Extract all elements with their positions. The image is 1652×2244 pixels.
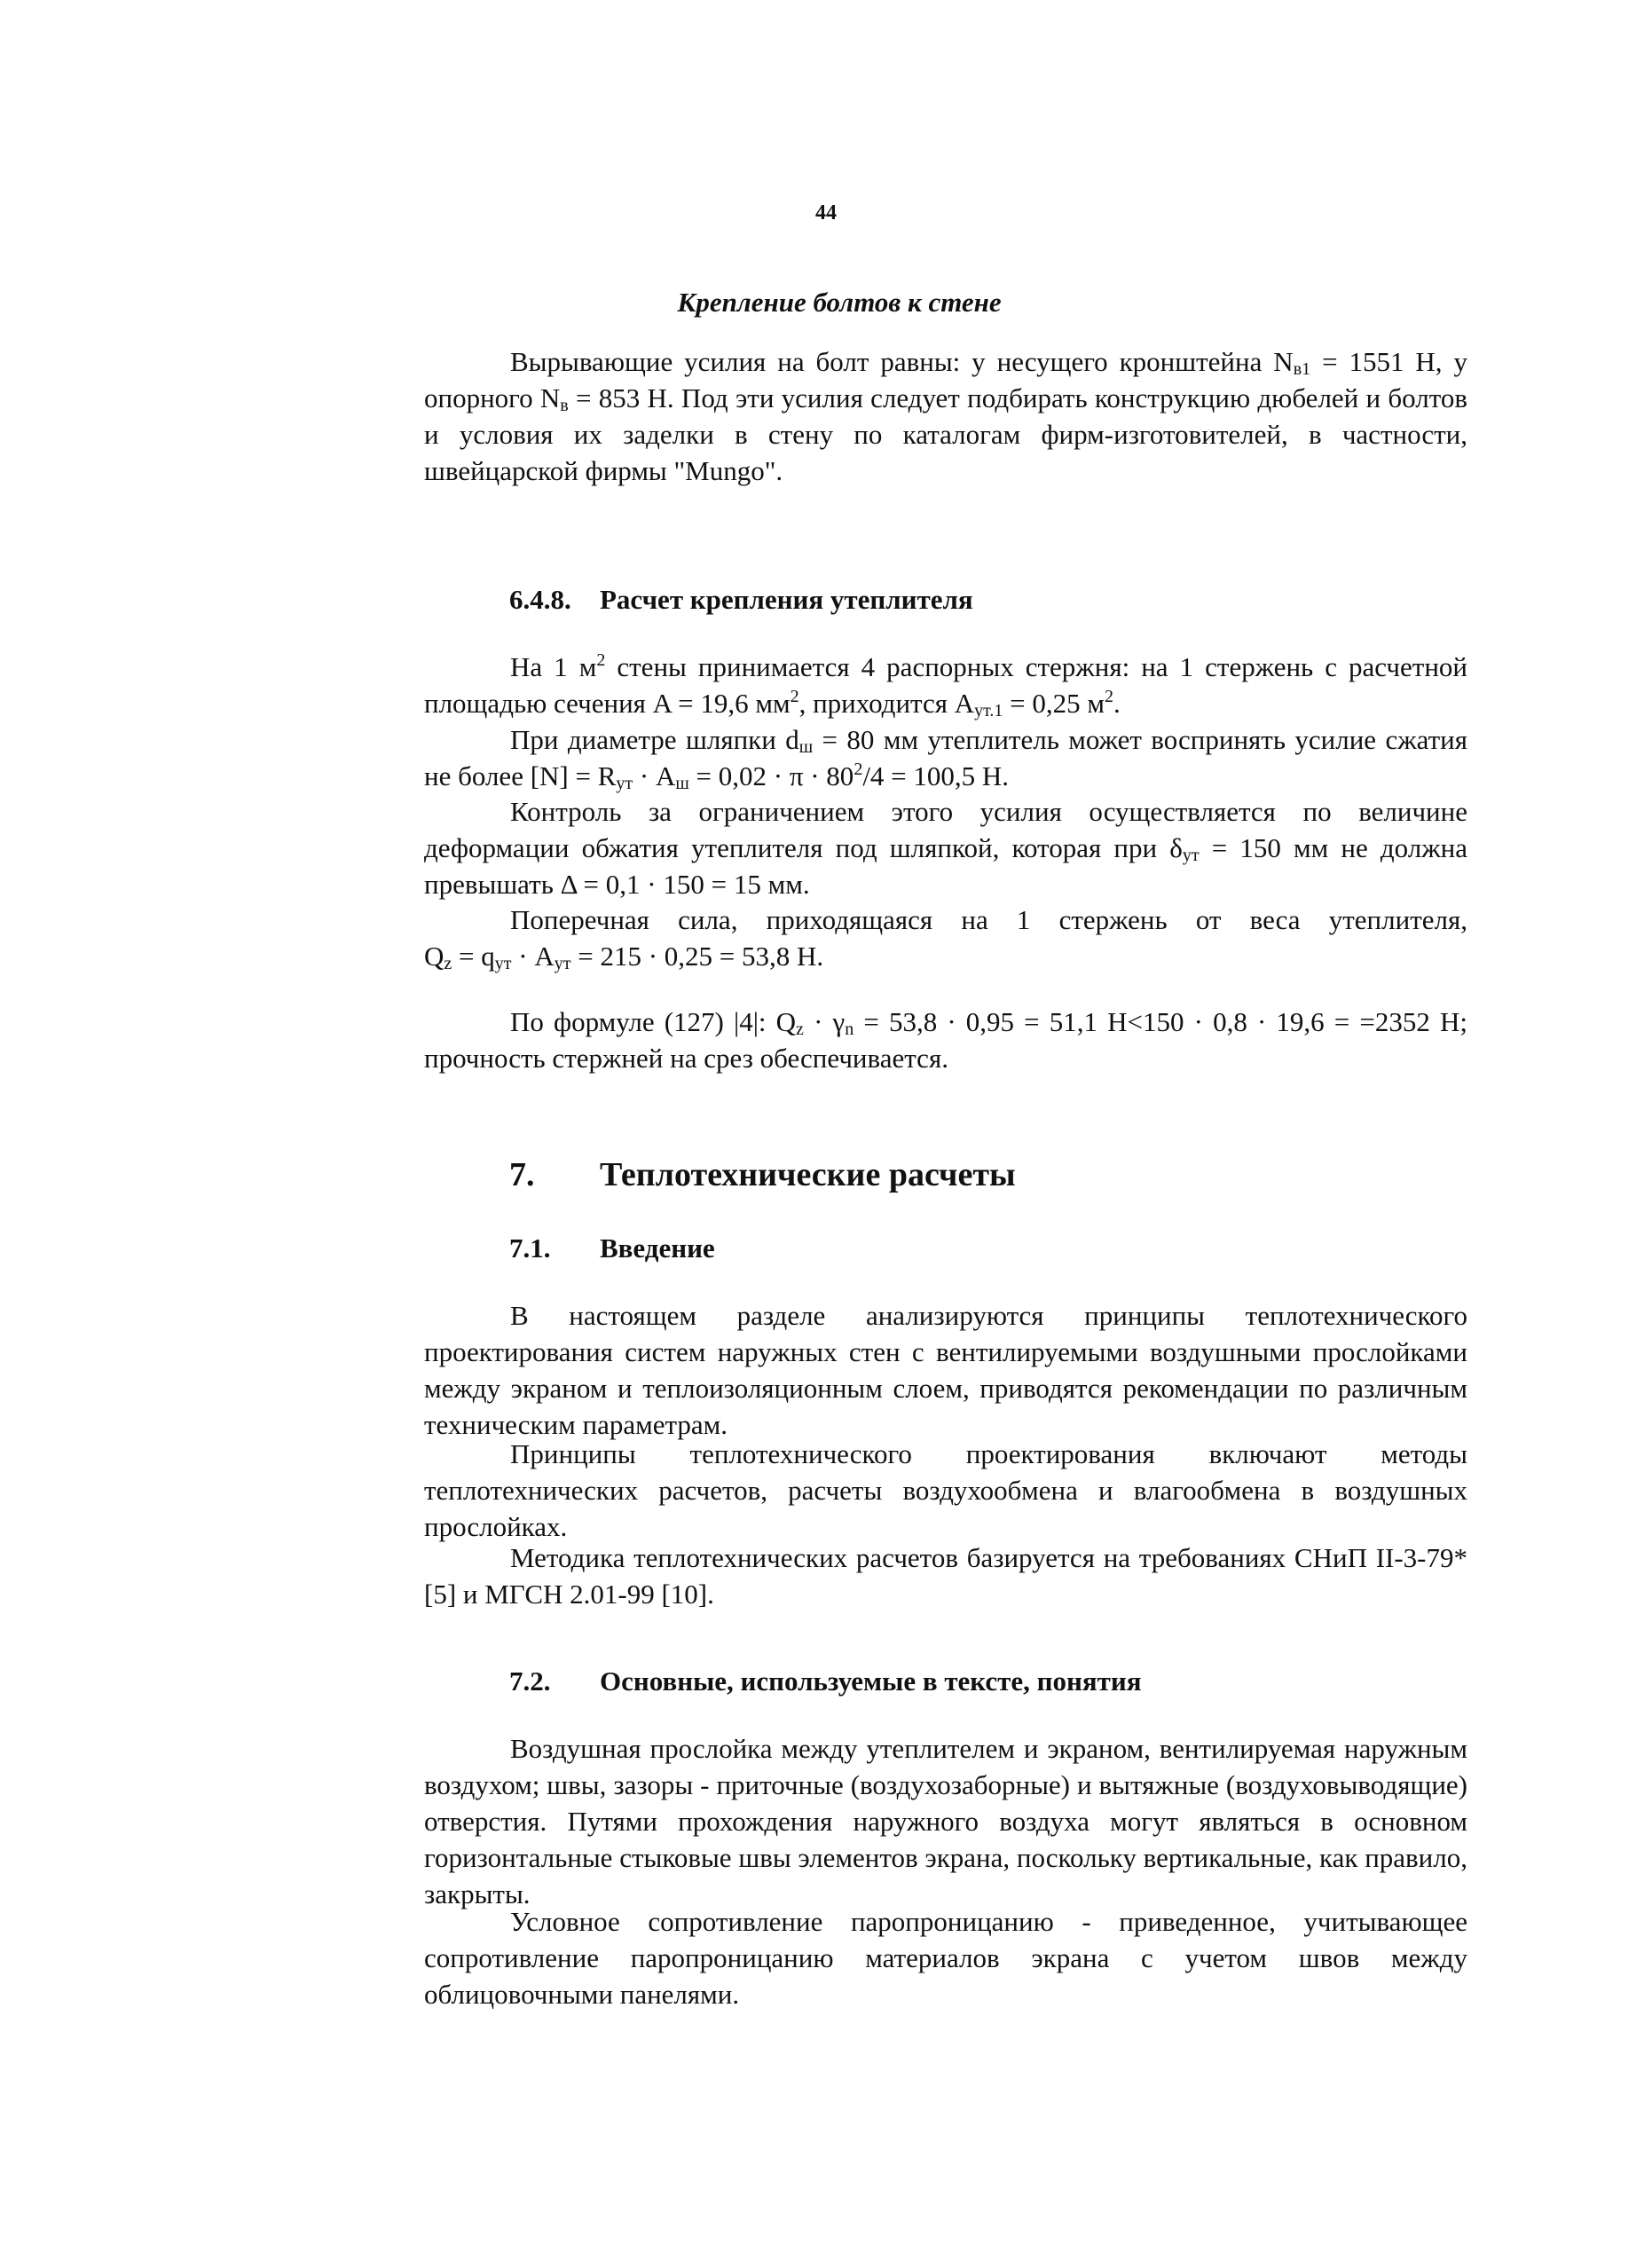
- page-number: 44: [815, 201, 837, 224]
- paragraph-bolt-forces: Вырывающие усилия на болт равны: у несущего кронштейна $N_{в1} = 1551$ Н, у опорного $N_в = 853$ Н. Под эти усилия следует подбирать конструкцию дюбелей и болтов и условия их заделки в стену по каталогам фирм-изготовителей, в частности, швейцарской фирмы "Mungo".: [424, 346, 1467, 486]
- paragraph-deformation-control: Контроль за ограничением этого усилия осуществляется по величине деформации обжатия утеплителя под шляпкой, которая при $\delta_{ут} = 150$ мм не должна превышать Δ = 0,1 · 150 = 15 мм.: [424, 796, 1467, 900]
- paragraph-principles: Принципы теплотехнического проектирования включают методы теплотехнических расчетов, расчеты воздухообмена и влагообмена в воздушных прослойках.: [424, 1438, 1467, 1542]
- section-heading-7-1: 7.1. Введение: [509, 1232, 715, 1264]
- paragraph-air-gap-definition: Воздушная прослойка между утеплителем и экраном, вентилируемая наружным воздухом; швы, зазоры - приточные (воздухозаборные) и вытяжные (воздуховыводящие) отверстия. Путями прохождения наружного воздуха могут являться в основном горизонтальные стыковые швы элементов экрана, поскольку вертикальные, как правило, закрыты.: [424, 1733, 1467, 1909]
- section-heading-7-2: 7.2. Основные, используемые в тексте, понятия: [509, 1665, 1142, 1697]
- paragraph-rods: На 1 $м^2$ стены принимается 4 распорных стержня: на 1 стержень с расчетной площадью сечения A = 19,6 $мм^2$, приходится $A_{ут.1} = 0,25$ $м^2$.: [424, 650, 1467, 720]
- paragraph-methodology: Методика теплотехнических расчетов базируется на требованиях СНиП II-3-79* [5] и МГСН 2.01-99 [10].: [424, 1542, 1467, 1610]
- subsection-subtitle: Крепление болтов к стене: [677, 287, 1002, 318]
- paragraph-vapor-resistance: Условное сопротивление паропроницанию - приведенное, учитывающее сопротивление паропроницанию материалов экрана с учетом швов между облицовочными панелями.: [424, 1906, 1467, 2010]
- paragraph-formula-check: По формуле (127) |4|: $Q_z \cdot \gamma_n = 53,8 \cdot 0,95 = 51,1$ Н<150 · 0,8 · 19,6 = =2352 Н; прочность стержней на срез обеспечивается.: [424, 1006, 1467, 1074]
- paragraph-cap-diameter: При диаметре шляпки $d_ш = 80$ мм утеплитель может воспринять усилие сжатия не более $[N] = R_{ут} \cdot A_ш = 0,02 \cdot \pi \cdot 80^2/4 = 100,5$ Н.: [424, 724, 1467, 793]
- section-heading-6-4-8: 6.4.8. Расчет крепления утеплителя: [509, 584, 973, 615]
- paragraph-intro: В настоящем разделе анализируются принципы теплотехнического проектирования систем наружных стен с вентилируемыми воздушными прослойками между экраном и теплоизоляционным слоем, приводятся рекомендации по различным техническим параметрам.: [424, 1300, 1467, 1440]
- paragraph-shear-force: Поперечная сила, приходящаяся на 1 стержень от веса утеплителя, $Q_z = q_{ут} \cdot A_{ут} = 215 \cdot 0,25 = 53,8$ Н.: [424, 904, 1467, 973]
- chapter-heading-7: 7. Теплотехнические расчеты: [509, 1156, 1016, 1193]
